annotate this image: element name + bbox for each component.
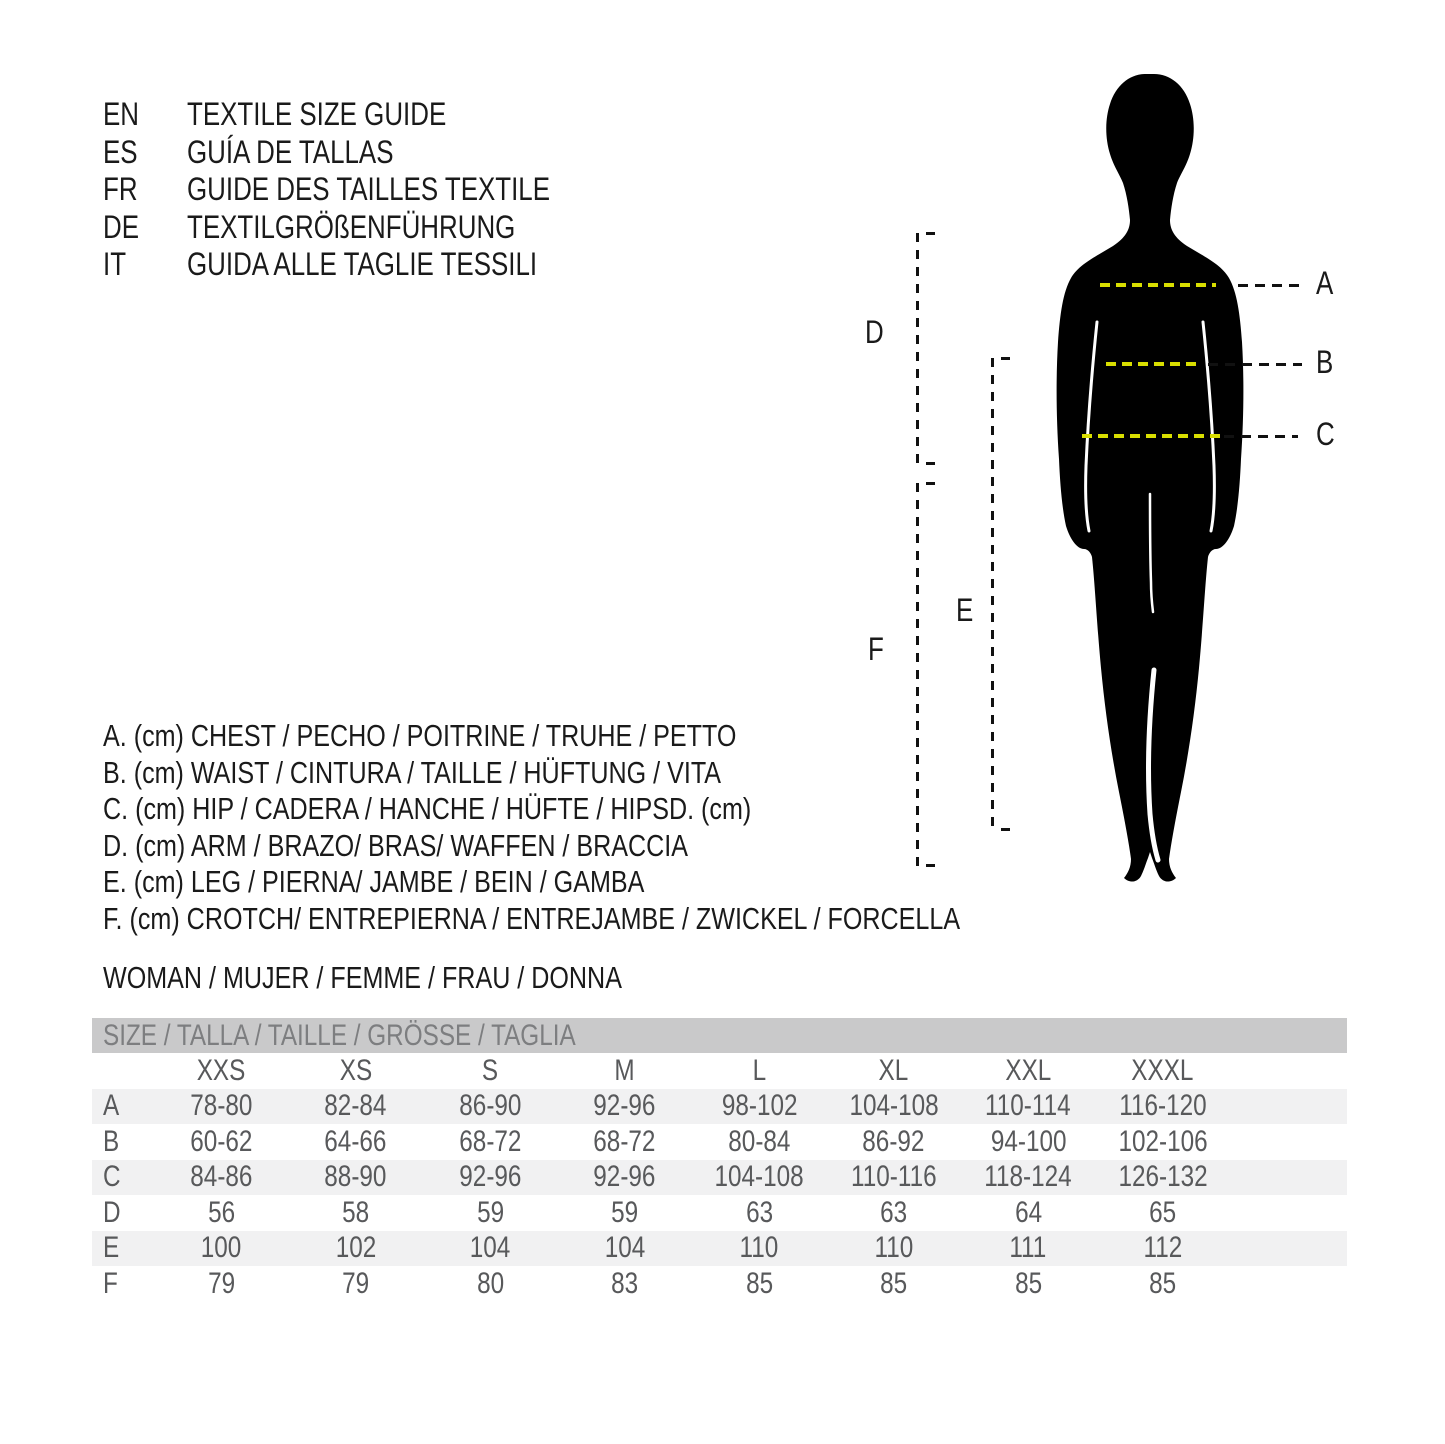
table-cell: 126-132 (1118, 1160, 1208, 1194)
table-cell: 104-108 (849, 1089, 939, 1123)
language-code: IT (103, 246, 127, 282)
legend-line: D. (cm) ARM / BRAZO/ BRAS/ WAFFEN / BRACCIA (103, 827, 689, 863)
table-cell: 88-90 (324, 1160, 387, 1194)
table-cell: 85 (745, 1266, 773, 1300)
table-cell: 68-72 (459, 1124, 522, 1158)
row-label: A (103, 1089, 120, 1123)
column-header: S (482, 1053, 499, 1087)
table-cell: 83 (611, 1266, 639, 1300)
row-label: F (103, 1266, 118, 1300)
table-row (92, 1266, 1347, 1302)
guide-title: TEXTILGRÖßENFÜHRUNG (187, 208, 516, 245)
legend-line: E. (cm) LEG / PIERNA/ JAMBE / BEIN / GAMBA (103, 864, 645, 900)
table-row (92, 1089, 1347, 1125)
column-header: XXS (196, 1053, 246, 1087)
table-cell: 85 (1014, 1266, 1042, 1300)
table-cell: 92-96 (593, 1160, 656, 1194)
table-cell: 85 (1149, 1266, 1177, 1300)
table-cell: 84-86 (190, 1160, 253, 1194)
arm-tick-top (926, 232, 935, 235)
language-code: DE (103, 208, 140, 245)
table-cell: 92-96 (459, 1160, 522, 1194)
leg-label: E (956, 592, 974, 628)
table-cell: 59 (611, 1195, 639, 1229)
column-header: XXXL (1131, 1053, 1194, 1087)
row-label: D (103, 1195, 121, 1229)
size-table-header-bar (92, 1018, 1347, 1053)
table-cell: 85 (880, 1266, 908, 1300)
table-cell: 59 (476, 1195, 504, 1229)
language-code: EN (103, 96, 140, 132)
row-label: E (103, 1231, 120, 1265)
arm-dimension-line (916, 233, 919, 467)
table-cell: 110-116 (850, 1160, 937, 1194)
table-cell: 98-102 (721, 1089, 798, 1123)
waist-measure-line (1106, 362, 1198, 366)
size-table (92, 1018, 1347, 1302)
table-cell: 80-84 (728, 1124, 791, 1158)
row-label: B (103, 1124, 120, 1158)
column-header: XXL (1005, 1053, 1052, 1087)
column-header: XL (878, 1053, 909, 1087)
table-cell: 112 (1143, 1231, 1183, 1265)
table-cell: 82-84 (324, 1089, 387, 1123)
table-row (92, 1160, 1347, 1196)
table-row (92, 1124, 1347, 1160)
table-cell: 111 (1009, 1231, 1047, 1265)
legend-line: C. (cm) HIP / CADERA / HANCHE / HÜFTE / HIPSD. (cm) (103, 791, 752, 827)
chest-leader-line (1238, 284, 1302, 287)
table-cell: 110 (874, 1231, 914, 1265)
table-cell: 94-100 (990, 1124, 1067, 1158)
crotch-tick-top (926, 482, 935, 485)
table-cell: 79 (207, 1266, 235, 1300)
row-label: C (103, 1160, 121, 1194)
table-cell: 110-114 (985, 1089, 1072, 1123)
table-cell: 118-124 (984, 1160, 1072, 1194)
crotch-label: F (868, 631, 884, 667)
legend-line: F. (cm) CROTCH/ ENTREPIERNA / ENTREJAMBE / ZWICKEL / FORCELLA (103, 900, 961, 936)
legend-line: A. (cm) CHEST / PECHO / POITRINE / TRUHE / PETTO (103, 718, 737, 753)
measurement-legend (103, 718, 1161, 938)
chest-measure-line (1100, 283, 1216, 287)
table-cell: 104 (604, 1231, 646, 1265)
table-cell: 58 (342, 1195, 370, 1229)
table-cell: 63 (745, 1195, 773, 1229)
chest-label: A (1316, 265, 1334, 301)
hip-leader-line (1224, 435, 1298, 438)
leg-tick-top (1001, 357, 1010, 360)
table-cell: 60-62 (190, 1124, 253, 1158)
table-cell: 64-66 (324, 1124, 387, 1158)
arm-tick-bottom (926, 462, 935, 465)
table-cell: 116-120 (1119, 1089, 1207, 1123)
table-cell: 110 (739, 1231, 779, 1265)
table-cell: 102 (335, 1231, 377, 1265)
legend-line: B. (cm) WAIST / CINTURA / TAILLE / HÜFTUNG / VITA (103, 754, 722, 790)
table-cell: 86-92 (862, 1124, 925, 1158)
table-cell: 102-106 (1118, 1124, 1208, 1158)
guide-title: GUÍA DE TALLAS (187, 133, 394, 170)
table-cell: 92-96 (593, 1089, 656, 1123)
language-code: FR (103, 171, 138, 207)
waist-leader-line (1208, 363, 1302, 366)
table-cell: 79 (342, 1266, 370, 1300)
gender-heading: WOMAN / MUJER / FEMME / FRAU / DONNA (103, 960, 622, 995)
guide-title: GUIDA ALLE TAGLIE TESSILI (187, 246, 538, 282)
hip-label: C (1316, 416, 1335, 452)
table-row (92, 1195, 1347, 1231)
table-cell: 78-80 (190, 1089, 253, 1123)
language-code: ES (103, 133, 138, 170)
waist-label: B (1316, 344, 1334, 380)
table-cell: 68-72 (593, 1124, 656, 1158)
arm-label: D (865, 314, 884, 350)
hip-measure-line (1082, 434, 1224, 438)
table-cell: 65 (1149, 1195, 1177, 1229)
guide-title: TEXTILE SIZE GUIDE (187, 96, 447, 132)
table-cell: 80 (476, 1266, 504, 1300)
table-cell: 63 (880, 1195, 908, 1229)
table-cell: 100 (200, 1231, 242, 1265)
column-header: L (752, 1053, 767, 1087)
guide-title: GUIDE DES TAILLES TEXTILE (187, 171, 551, 207)
size-column-header-row (92, 1053, 1347, 1089)
column-header: M (614, 1053, 635, 1087)
table-cell: 64 (1014, 1195, 1042, 1229)
column-header: XS (339, 1053, 372, 1087)
table-row (92, 1231, 1347, 1267)
table-cell: 104 (469, 1231, 511, 1265)
table-cell: 86-90 (459, 1089, 522, 1123)
table-cell: 56 (207, 1195, 235, 1229)
table-cell: 104-108 (714, 1160, 804, 1194)
size-header-text: SIZE / TALLA / TAILLE / GRÖSSE / TAGLIA (103, 1018, 576, 1052)
